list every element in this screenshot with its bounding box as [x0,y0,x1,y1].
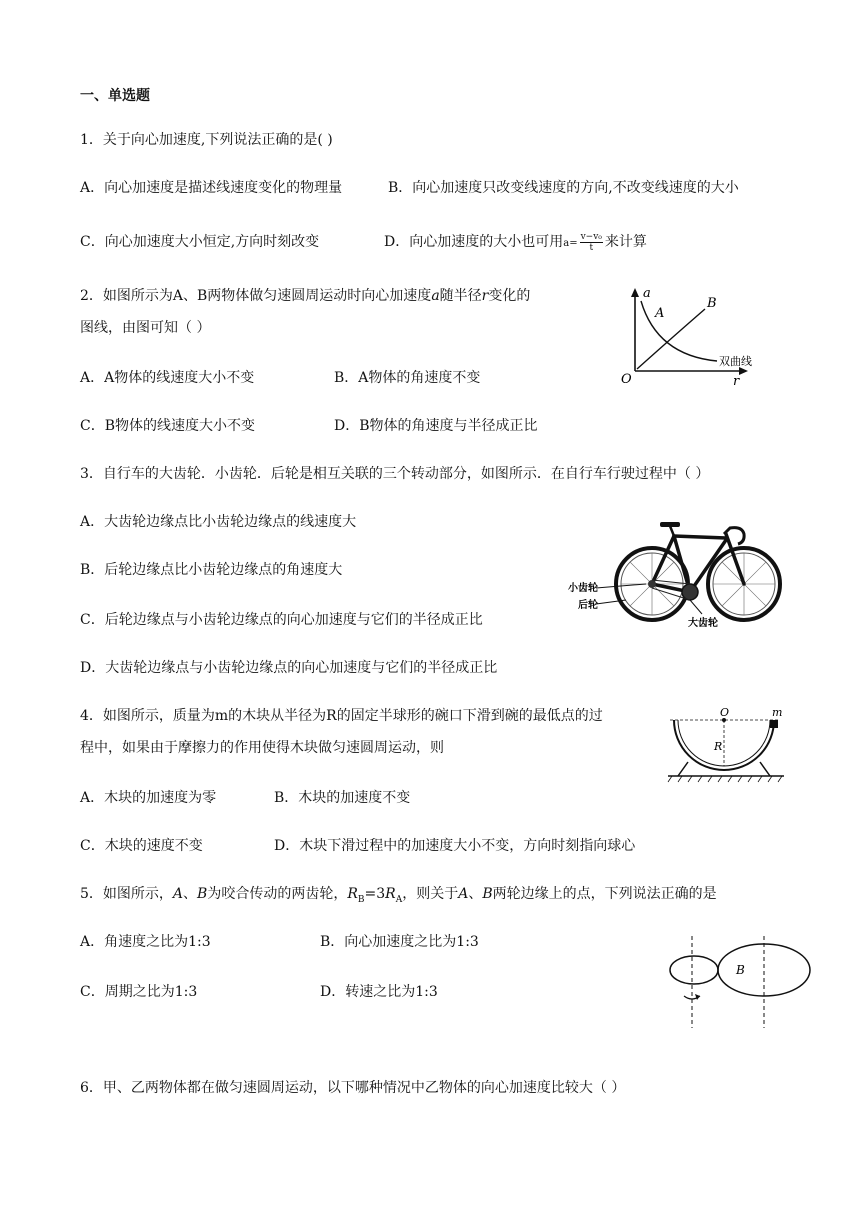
q4-stem-line1: 4．如图所示，质量为m的木块从半径为R的固定半球形的碗口下滑到碗的最低点的过 [80,708,603,724]
q3-option-a: A．大齿轮边缘点比小齿轮边缘点的线速度大 [80,514,357,530]
bowl-label-o: O [720,706,730,719]
q5-var-a2: A [458,886,469,902]
q2-stem-line1 [80,286,530,306]
label-small-gear: 小齿轮 [568,583,598,594]
bowl-label-m: m [772,706,783,719]
q1-option-a: A．向心加速度是描述线速度变化的物理量 [80,180,343,196]
q2-graph-y-arrow [631,288,639,297]
q5-option-d: D．转速之比为1:3 [320,984,438,1000]
q5-stem-part2: 、 [183,886,198,902]
q4-option-d: D．木块下滑过程中的加速度大小不变，方向时刻指向球心 [274,838,636,854]
q5-var-b2: B [482,886,493,902]
q5-option-c: C．周期之比为1:3 [80,984,198,1000]
q4-option-c: C．木块的速度不变 [80,838,203,854]
q4-stem-line2: 程中，如果由于摩擦力的作用使得木块做匀速圆周运动，则 [80,740,444,756]
q2-stem-var-r: r [481,288,489,304]
small-gear [648,580,656,588]
q4-option-b: B．木块的加速度不变 [274,790,411,806]
q1-formula-eq: = [569,238,578,249]
big-gear [682,584,698,600]
q5-stem-eq: =3 [364,886,386,902]
q2-option-c: C．B物体的线速度大小不变 [80,418,255,434]
q5-var-ra-sub: A [395,894,403,905]
gear-b-label: B [736,963,745,977]
q2-option-a: A．A物体的线速度大小不变 [80,370,255,386]
label-big-gear: 大齿轮 [688,618,718,629]
q5-stem-part1: 5．如图所示， [80,886,173,902]
q2-graph-x-arrow [739,367,748,375]
q1-option-d-suffix: 来计算 [604,234,647,250]
q1-option-d [384,228,647,258]
q1-stem: 1．关于向心加速度,下列说法正确的是( ) [80,132,333,148]
q3-option-b: B．后轮边缘点比小齿轮边缘点的角速度大 [80,562,343,578]
q5-var-b: B [197,886,208,902]
q2-graph-y-label: a [643,286,651,301]
q2-graph-figure [615,285,765,387]
q5-var-ra: R [385,886,396,902]
q5-stem [80,884,717,910]
q3-bicycle-figure [566,514,786,634]
q3-option-c: C．后轮边缘点与小齿轮边缘点的向心加速度与它们的半径成正比 [80,612,483,628]
q1-option-c: C．向心加速度大小恒定,方向时刻改变 [80,234,320,250]
q2-graph-curve-note: 双曲线 [719,355,752,368]
q2-option-d: D．B物体的角速度与半径成正比 [334,418,538,434]
q2-graph-x-label: r [733,374,740,387]
bicycle-frame [652,534,744,592]
q5-var-rb-sub: B [357,894,365,905]
rotation-arrowhead [695,994,700,1000]
q2-stem-part3: 变化的 [488,288,531,304]
q5-option-a: A．角速度之比为1:3 [80,934,211,950]
section-title: 一、单选题 [80,88,150,104]
q6-stem: 6．甲、乙两物体都在做匀速圆周运动，以下哪种情况中乙物体的向心加速度比较大（ ） [80,1080,626,1096]
q5-stem-part6: 两轮边缘上的点，下列说法正确的是 [492,886,717,902]
bowl-label-r: R [714,740,723,753]
chain-top [652,580,690,584]
q3-option-d: D．大齿轮边缘点与小齿轮边缘点的向心加速度与它们的半径成正比 [80,660,498,676]
q5-gears-figure [664,932,814,1032]
ground-hatch [668,776,782,782]
q2-stem-var-a: a [431,288,440,304]
q1-option-d-prefix: D．向心加速度的大小也可用 [384,234,564,250]
bicycle-seat [660,522,680,527]
seat-post [670,526,674,536]
q2-option-b: B．A物体的角速度不变 [334,370,481,386]
q2-graph-curve-a-label: A [655,306,665,321]
q5-stem-part5: 、 [468,886,483,902]
q2-graph-line-b-label: B [707,296,717,311]
block-m [770,720,778,728]
big-gear-pointer [690,600,702,614]
q4-bowl-figure [664,704,794,792]
q1-formula-denominator: t [589,242,594,253]
q5-stem-part4: ，则关于 [402,886,459,902]
q2-stem-part1: 2．如图所示为A、B两物体做匀速圆周运动时向心加速度 [80,288,432,304]
q2-stem-line2: 图线，由图可知（ ） [80,320,211,336]
q5-stem-part3: 为咬合传动的两齿轮， [207,886,348,902]
q1-formula-numerator: v−v₀ [580,231,602,242]
gear-a [670,956,718,984]
q4-option-a: A．木块的加速度为零 [80,790,217,806]
q2-stem-part2: 随半径 [439,288,482,304]
q1-option-b: B．向心加速度只改变线速度的方向,不改变线速度的大小 [388,180,739,196]
q5-var-a: A [172,886,184,902]
q5-var-rb: R [347,886,358,902]
q3-stem: 3．自行车的大齿轮．小齿轮．后轮是相互关联的三个转动部分，如图所示．在自行车行驶过程中（ ） [80,466,710,482]
q2-graph-origin: O [621,372,632,387]
q1-formula-fraction [580,232,603,253]
label-rear-wheel: 后轮 [578,600,598,611]
q1-formula-a: a [563,238,570,249]
q5-option-b: B．向心加速度之比为1:3 [320,934,479,950]
